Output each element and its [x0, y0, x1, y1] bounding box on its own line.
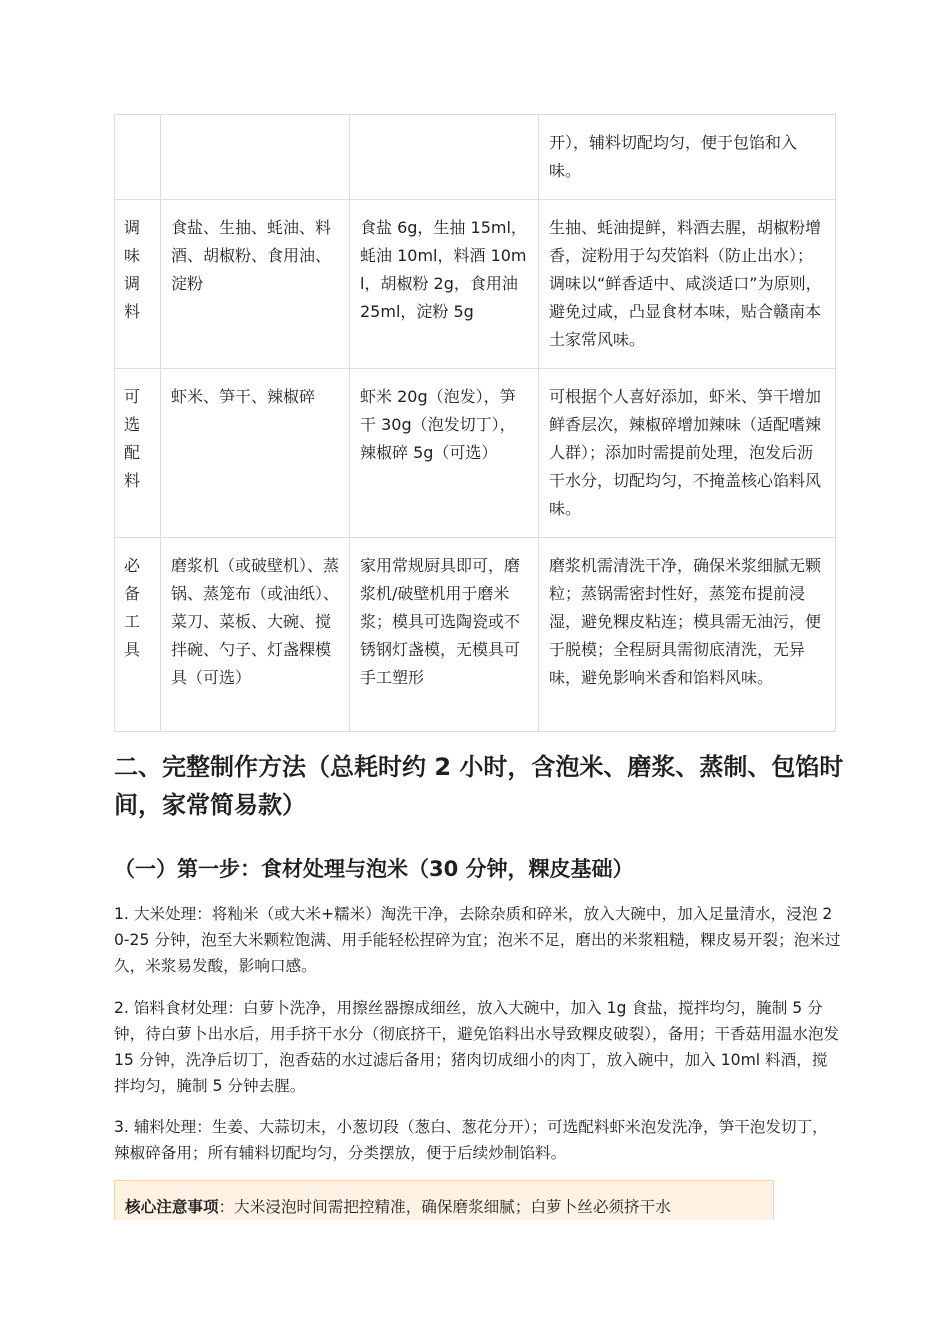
paragraph-auxiliary: 3. 辅料处理：生姜、大蒜切末，小葱切段（葱白、葱花分开）；可选配料虾米泡发洗净，笋干泡发切丁，辣椒碎备用；所有辅料切配均匀，分类摆放，便于后续炒制馅料。 — [114, 1118, 828, 1162]
note-cell: 生抽、蚝油提鲜，料酒去腥，胡椒粉增香，淀粉用于勾芡馅料（防止出水）；调味以“鲜香适中、咸淡适口”为原则，避免过咸，凸显食材本味，贴合赣南本土家常风味。 — [539, 200, 836, 369]
items-cell — [161, 115, 350, 200]
table-row — [115, 538, 836, 732]
items-cell: 磨浆机（或破壁机）、蒸锅、蒸笼布（或油纸）、菜刀、菜板、大碗、搅拌碗、勺子、灯盏粿模具（可选） — [161, 538, 350, 732]
amount-cell: 虾米 20g（泡发），笋干 30g（泡发切丁），辣椒碎 5g（可选） — [350, 369, 539, 538]
category-cell — [115, 115, 161, 200]
table-row — [115, 115, 836, 200]
category-cell: 可选配料 — [115, 369, 161, 538]
section-title: 二、完整制作方法（总耗时约 2 小时，含泡米、磨浆、蒸制、包馅时间，家常简易款） — [114, 753, 844, 819]
table-row — [115, 200, 836, 369]
items-cell: 虾米、笋干、辣椒碎 — [161, 369, 350, 538]
note-cell: 开），辅料切配均匀，便于包馅和入味。 — [539, 115, 836, 200]
note-box — [114, 1180, 774, 1220]
items-cell: 食盐、生抽、蚝油、料酒、胡椒粉、食用油、淀粉 — [161, 200, 350, 369]
note-cell: 磨浆机需清洗干净，确保米浆细腻无颗粒；蒸锅需密封性好，蒸笼布提前浸湿，避免粿皮粘连；模具需无油污，便于脱模；全程厨具需彻底清洗，无异味，避免影响米香和馅料风味。 — [539, 538, 836, 732]
amount-cell: 食盐 6g，生抽 15ml，蚝油 10ml，料酒 10ml，胡椒粉 2g，食用油 25ml，淀粉 5g — [350, 200, 539, 369]
category-cell: 必备工具 — [115, 538, 161, 732]
category-cell: 调味调料 — [115, 200, 161, 369]
ingredients-table — [114, 114, 836, 732]
table-row — [115, 369, 836, 538]
paragraph-rice: 1. 大米处理：将籼米（或大米+糯米）淘洗干净，去除杂质和碎米，放入大碗中，加入足量清水，浸泡 20-25 分钟，泡至大米颗粒饱满、用手能轻松捏碎为宜；泡米不足，磨出的米浆粗糙，粿皮易开裂；泡米过久，米浆易发酸，影响口感。 — [114, 905, 841, 975]
step-title: （一）第一步：食材处理与泡米（30 分钟，粿皮基础） — [114, 857, 634, 881]
amount-cell — [350, 115, 539, 200]
amount-cell: 家用常规厨具即可，磨浆机/破壁机用于磨米浆；模具可选陶瓷或不锈钢灯盏模，无模具可手工塑形 — [350, 538, 539, 732]
note-cell: 可根据个人喜好添加，虾米、笋干增加鲜香层次，辣椒碎增加辣味（适配嗜辣人群）；添加时需提前处理，泡发后沥干水分，切配均匀，不掩盖核心馅料风味。 — [539, 369, 836, 538]
note-text: ：大米浸泡时间需把控精准，确保磨浆细腻；白萝卜丝必须挤干水 — [218, 1198, 671, 1216]
paragraph-filling: 2. 馅料食材处理：白萝卜洗净，用擦丝器擦成细丝，放入大碗中，加入 1g 食盐，搅拌均匀，腌制 5 分钟，待白萝卜出水后，用手挤干水分（彻底挤干，避免馅料出水导致粿皮破裂），备用；干香菇用温水泡发 15 分钟，洗净后切丁，泡香菇的水过滤后备用；猪肉切成细小的肉丁，放入碗中，加入 10ml 料酒，搅拌均匀，腌制 5 分钟去腥。 — [114, 999, 840, 1095]
note-label: 核心注意事项 — [125, 1198, 219, 1216]
